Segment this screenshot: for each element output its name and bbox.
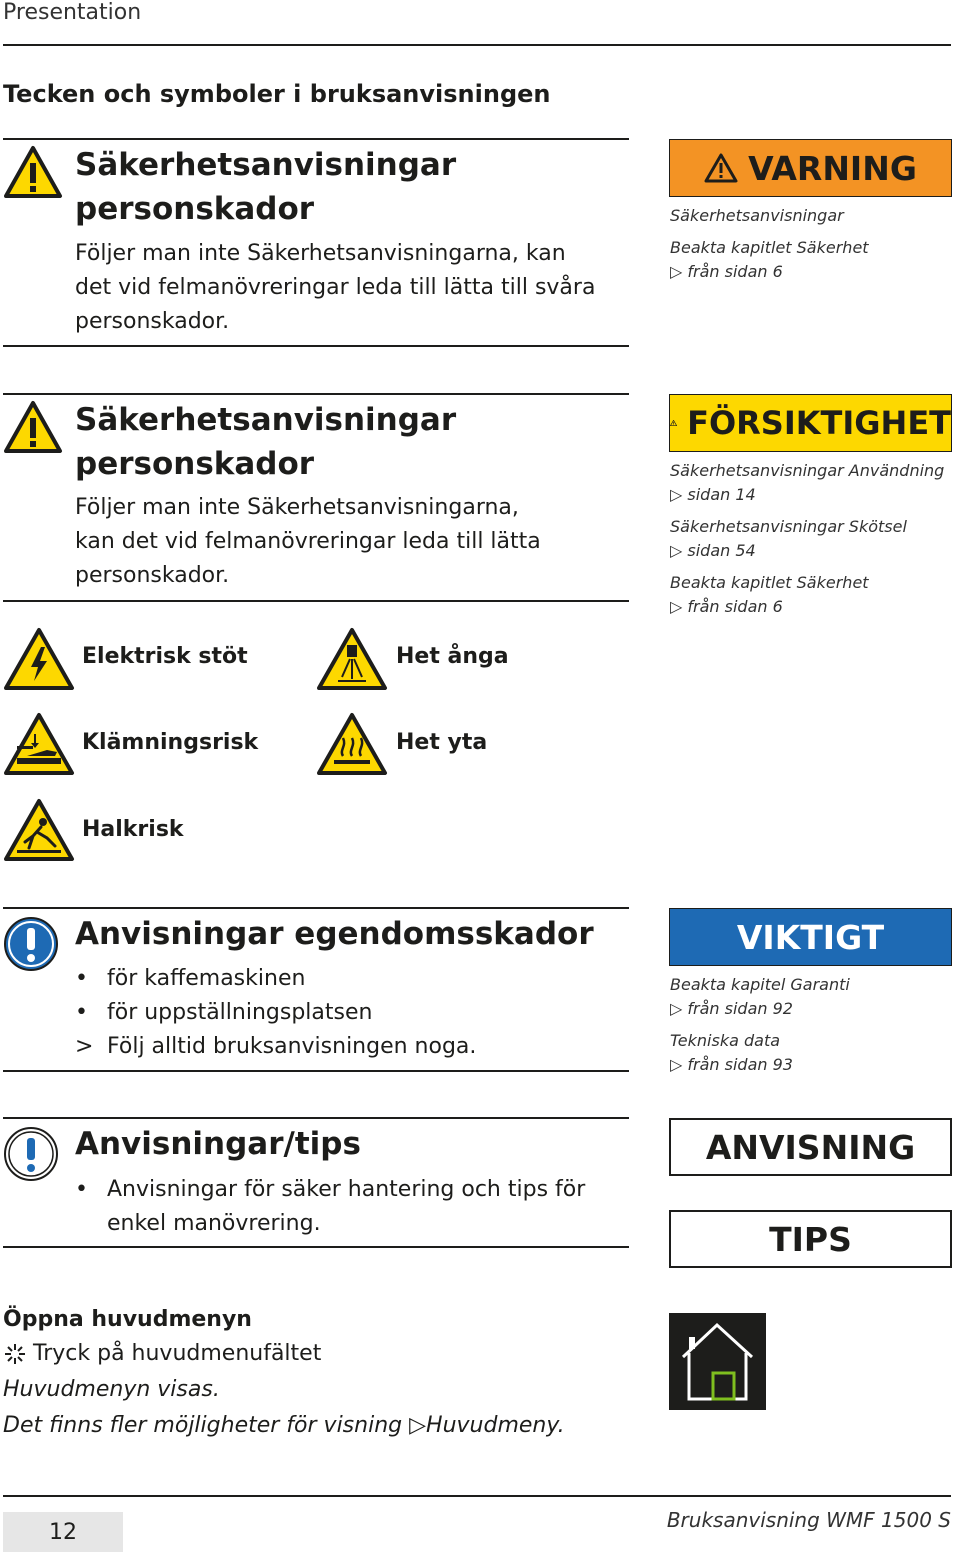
tips-block-top-rule — [3, 1117, 629, 1119]
hazard-label-crush: Klämningsrisk — [82, 730, 259, 755]
warning-block-top-rule — [3, 138, 629, 140]
caution-block-bottom-rule — [3, 600, 629, 602]
menu-step-text: Tryck på huvudmenufältet — [33, 1341, 322, 1366]
page-number: 12 — [3, 1512, 123, 1552]
footer-document-title: Bruksanvisning WMF 1500 S — [666, 1508, 951, 1532]
property-ref-2[interactable]: ▷ från sidan 92 — [670, 999, 793, 1018]
caution-ref-6-label: från sidan 6 — [687, 597, 783, 616]
property-action — [75, 1030, 476, 1064]
hazard-label-steam: Het ånga — [396, 644, 509, 669]
warning-banner-icon — [704, 153, 738, 183]
property-block-bottom-rule — [3, 1070, 629, 1072]
caution-ref-1: Säkerhetsanvisningar Användning — [670, 461, 945, 480]
forsiktighet-banner — [669, 394, 952, 452]
caution-ref-2[interactable]: ▷ sidan 14 — [670, 485, 756, 504]
property-ref-4-label: från sidan 93 — [687, 1055, 793, 1074]
caution-block-title-line1: Säkerhetsanvisningar — [75, 402, 457, 438]
viktigt-banner — [669, 908, 952, 966]
property-block-top-rule — [3, 907, 629, 909]
header-divider — [3, 44, 951, 46]
hot-surface-icon — [316, 712, 388, 776]
slip-hazard-icon — [3, 798, 75, 862]
viktigt-banner-label: VIKTIGT — [736, 917, 885, 957]
page-header-title: Presentation — [3, 0, 142, 25]
property-ref-4[interactable]: ▷ från sidan 93 — [670, 1055, 793, 1074]
caution-ref-4-label: sidan 54 — [687, 541, 756, 560]
warning-block-title-line2: personskador — [75, 191, 315, 227]
caution-ref-6[interactable]: ▷ från sidan 6 — [670, 597, 783, 616]
caution-ref-4[interactable]: ▷ sidan 54 — [670, 541, 756, 560]
caution-block-text-line3: personskador. — [75, 563, 230, 588]
tips-bullet-1-text: Anvisningar för säker hantering och tips för — [107, 1177, 586, 1202]
home-button-icon[interactable] — [669, 1313, 766, 1410]
caution-block-text-line1: Följer man inte Säkerhetsanvisningarna, — [75, 495, 519, 520]
property-bullet-1-text: för kaffemaskinen — [107, 966, 306, 991]
warning-triangle-icon — [3, 145, 63, 199]
warning-block-title-line1: Säkerhetsanvisningar — [75, 147, 457, 183]
property-action-text: Följ alltid bruksanvisningen noga. — [107, 1034, 477, 1059]
menu-more-link[interactable]: ▷Huvudmeny. — [409, 1413, 565, 1438]
warning-block-text-line3: personskador. — [75, 309, 230, 334]
property-ref-1: Beakta kapitel Garanti — [670, 975, 850, 994]
menu-block-title: Öppna huvudmenyn — [3, 1307, 252, 1332]
warning-ref-2: Beakta kapitlet Säkerhet — [670, 238, 869, 257]
varning-banner — [669, 139, 952, 197]
property-ref-2-label: från sidan 92 — [687, 999, 793, 1018]
warning-block-text-line2: det vid felmanövreringar leda till lätta till svåra — [75, 275, 596, 300]
menu-more-link-label: Huvudmeny. — [426, 1413, 565, 1438]
tips-banner-label: TIPS — [769, 1219, 852, 1259]
hazard-label-slip: Halkrisk — [82, 817, 184, 842]
info-exclamation-icon — [3, 1126, 59, 1182]
hazard-label-electric: Elektrisk stöt — [82, 644, 248, 669]
touch-icon — [3, 1342, 27, 1366]
tips-bullet-1: • Anvisningar för säker hantering och tips för — [75, 1173, 585, 1207]
menu-more — [3, 1413, 565, 1438]
hazard-label-hot: Het yta — [396, 730, 488, 755]
caution-ref-2-label: sidan 14 — [687, 485, 756, 504]
anvisning-banner-label: ANVISNING — [705, 1127, 916, 1167]
tips-banner — [669, 1210, 952, 1268]
property-ref-3: Tekniska data — [670, 1031, 781, 1050]
exclamation-circle-icon — [3, 916, 59, 972]
warning-ref-3[interactable]: ▷ från sidan 6 — [670, 262, 783, 281]
hot-steam-icon — [316, 627, 388, 691]
property-bullet-1: • för kaffemaskinen — [75, 962, 305, 996]
electric-shock-icon — [3, 627, 75, 691]
section-title: Tecken och symboler i bruksanvisningen — [3, 80, 551, 108]
warning-ref-3-label: från sidan 6 — [687, 262, 783, 281]
tips-block-title: Anvisningar/tips — [75, 1126, 361, 1162]
tips-block-bottom-rule — [3, 1246, 629, 1248]
warning-block-bottom-rule — [3, 345, 629, 347]
tips-bullet-1-cont — [75, 1207, 321, 1241]
caution-triangle-icon — [3, 400, 63, 454]
varning-banner-label: VARNING — [748, 148, 917, 188]
property-bullet-2: • för uppställningsplatsen — [75, 996, 372, 1030]
property-bullet-2-text: för uppställningsplatsen — [107, 1000, 373, 1025]
anvisning-banner — [669, 1118, 952, 1176]
crush-hazard-icon — [3, 712, 75, 776]
tips-bullet-1-text-cont: enkel manövrering. — [107, 1211, 321, 1236]
caution-block-top-rule — [3, 393, 629, 395]
menu-step — [3, 1341, 321, 1366]
warning-block-text-line1: Följer man inte Säkerhetsanvisningarna, kan — [75, 241, 566, 266]
property-block-title: Anvisningar egendomsskador — [75, 916, 594, 952]
property-action-marker: > — [75, 1034, 94, 1059]
caution-ref-3: Säkerhetsanvisningar Skötsel — [670, 517, 907, 536]
menu-result: Huvudmenyn visas. — [3, 1377, 220, 1402]
menu-more-text: Det finns fler möjligheter för visning — [3, 1413, 403, 1438]
forsiktighet-banner-label: FÖRSIKTIGHET — [687, 404, 951, 442]
footer-divider — [3, 1495, 951, 1497]
caution-ref-5: Beakta kapitlet Säkerhet — [670, 573, 869, 592]
caution-banner-icon — [670, 408, 677, 438]
warning-ref-1: Säkerhetsanvisningar — [670, 206, 844, 225]
caution-block-title-line2: personskador — [75, 446, 315, 482]
caution-block-text-line2: kan det vid felmanövreringar leda till lätta — [75, 529, 541, 554]
